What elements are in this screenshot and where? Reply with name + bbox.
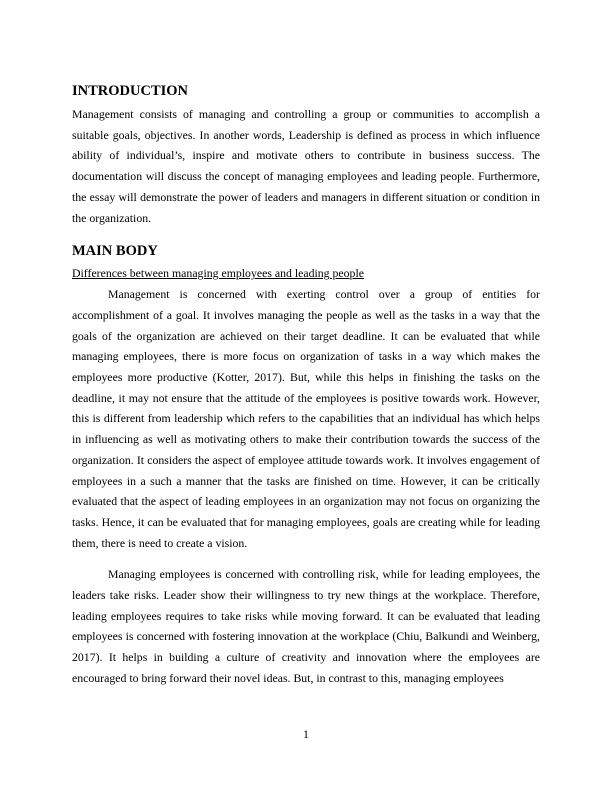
introduction-heading: INTRODUCTION	[72, 83, 189, 99]
page-number: 1	[303, 727, 309, 741]
document-body	[72, 82, 540, 689]
section-subheading: Differences between managing employees and leading people	[72, 266, 364, 281]
main-body-heading: MAIN BODY	[72, 243, 158, 260]
introduction-paragraph: Management consists of managing and controlling a group or communities to accomplish a suitable goals, objectives. In another words, Leadership is defined as process in which influence ability of individual’s, inspire and motivate others to contribute in business success. The documentation will discuss the concept of managing employees and leading people. Furthermore, the essay will demonstrate the power of leaders and managers in different situation or condition in the organization.	[72, 107, 540, 225]
main-body-paragraph-2: Managing employees is concerned with controlling risk, while for leading employees, the leaders take risks. Leader show their willingness to try new things at the workplace. Therefore, leading employees requires to take risks while moving forward. It can be evaluated that leading employees is concerned with fostering innovation at the workplace (Chiu, Balkundi and Weinberg, 2017). It helps in building a culture of creativity and innovation where the employees are encouraged to bring forward their novel ideas. But, in contrast to this, managing employees	[72, 567, 540, 685]
main-body-paragraph-1: Management is concerned with exerting control over a group of entities for accomplishment of a goal. It involves managing the people as well as the tasks in a way that the goals of the organization are achieved on their target deadline. It can be evaluated that while managing employees, there is more focus on organization of tasks in a way which makes the employees more productive (Kotter, 2017). But, while this helps in finishing the tasks on the deadline, it may not ensure that the attitude of the employees is positive towards work. However, this is different from leadership which refers to the capabilities that an individual has which helps in influencing as well as motivating others to make their contribution towards the success of the organization. It considers the aspect of employee attitude towards work. It involves engagement of employees in a such a manner that the tasks are finished on time. However, it can be critically evaluated that the aspect of leading employees in an organization may not focus on organizing the tasks. Hence, it can be evaluated that for managing employees, goals are creating while for leading them, there is need to create a vision.	[72, 287, 540, 550]
